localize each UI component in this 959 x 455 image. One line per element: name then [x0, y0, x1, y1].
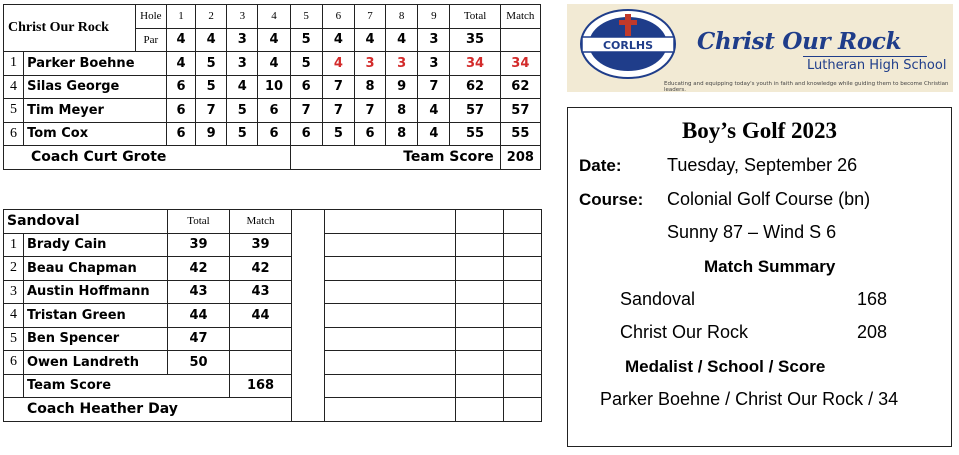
course-value: Colonial Golf Course (bn) — [667, 189, 871, 209]
empty-cell — [504, 351, 542, 375]
weather-info: Sunny 87 – Wind S 6 — [667, 222, 837, 242]
player-number: 3 — [4, 280, 24, 304]
player-total: 42 — [168, 257, 230, 281]
hole-score: 9 — [386, 75, 418, 99]
par-value: 4 — [354, 28, 385, 52]
match-info-panel — [567, 107, 952, 447]
table-row — [4, 280, 542, 304]
hole-score: 4 — [227, 75, 258, 99]
hole-score: 10 — [258, 75, 290, 99]
hole-score: 7 — [322, 75, 354, 99]
empty-cell — [325, 327, 456, 351]
par-value: 5 — [290, 28, 322, 52]
player-number: 1 — [4, 233, 24, 257]
hole-score: 6 — [290, 122, 322, 146]
player-match — [230, 327, 292, 351]
summary-score: 168 — [857, 289, 888, 309]
empty-cell — [504, 210, 542, 234]
hole-score: 7 — [322, 99, 354, 123]
medalist-value: Parker Boehne / Christ Our Rock / 34 — [600, 389, 899, 409]
hole-score: 5 — [196, 75, 227, 99]
hole-score: 4 — [322, 52, 354, 76]
player-number: 6 — [4, 122, 24, 146]
empty-cell — [456, 257, 504, 281]
table-row — [4, 327, 542, 351]
course-label: Course: — [579, 190, 644, 209]
table-row — [4, 233, 542, 257]
hole-score: 9 — [196, 122, 227, 146]
player-number: 4 — [4, 75, 24, 99]
summary-team: Christ Our Rock — [620, 322, 749, 342]
table-row — [4, 75, 541, 99]
player-number: 4 — [4, 304, 24, 328]
player-match: 34 — [500, 52, 540, 76]
hole-score: 8 — [386, 99, 418, 123]
match-header: Match — [500, 5, 540, 29]
par-total: 35 — [450, 28, 500, 52]
hole-number: 4 — [258, 5, 290, 29]
player-match — [230, 351, 292, 375]
hole-number: 9 — [418, 5, 450, 29]
hole-score: 4 — [166, 52, 195, 76]
table-row — [4, 122, 541, 146]
hole-label: Hole — [135, 5, 166, 29]
blank-column — [292, 210, 325, 422]
team-name: Sandoval — [4, 210, 168, 234]
empty-cell — [325, 233, 456, 257]
player-match: 44 — [230, 304, 292, 328]
coach-name: Coach Curt Grote — [4, 146, 291, 170]
hole-score: 7 — [418, 75, 450, 99]
coach-row — [4, 398, 542, 422]
hole-score: 4 — [418, 122, 450, 146]
player-total: 39 — [168, 233, 230, 257]
match-header: Match — [230, 210, 292, 234]
empty-cell — [456, 280, 504, 304]
school-subname: Lutheran High School — [807, 58, 947, 73]
summary-team: Sandoval — [620, 289, 696, 309]
player-match: 42 — [230, 257, 292, 281]
empty-cell — [456, 210, 504, 234]
hole-score: 5 — [196, 52, 227, 76]
player-name: Austin Hoffmann — [24, 280, 168, 304]
hole-score: 3 — [227, 52, 258, 76]
medalist-heading: Medalist / School / Score — [625, 357, 826, 376]
player-name: Owen Landreth — [24, 351, 168, 375]
empty-cell — [456, 304, 504, 328]
empty-cell — [456, 374, 504, 398]
player-name: Tristan Green — [24, 304, 168, 328]
player-name: Parker Boehne — [24, 52, 167, 76]
total-header: Total — [168, 210, 230, 234]
sandoval-scorecard-table — [3, 209, 542, 422]
hole-number: 3 — [227, 5, 258, 29]
player-match: 43 — [230, 280, 292, 304]
empty-cell — [504, 280, 542, 304]
player-match: 57 — [500, 99, 540, 123]
match-summary-heading: Match Summary — [704, 257, 836, 276]
player-name: Tim Meyer — [24, 99, 167, 123]
hole-score: 8 — [354, 75, 385, 99]
hole-row — [4, 5, 541, 29]
summary-score: 208 — [857, 322, 888, 342]
empty-cell — [456, 327, 504, 351]
empty-cell — [504, 398, 542, 422]
hole-score: 3 — [386, 52, 418, 76]
player-total: 34 — [450, 52, 500, 76]
par-value: 4 — [196, 28, 227, 52]
hole-score: 7 — [290, 99, 322, 123]
hole-score: 6 — [166, 99, 195, 123]
hole-number: 1 — [166, 5, 195, 29]
school-seal-logo — [579, 8, 677, 80]
school-tagline: Educating and equipping today's youth in faith and knowledge while guiding them to become Christian leaders. — [664, 81, 949, 93]
hole-score: 7 — [196, 99, 227, 123]
player-name: Ben Spencer — [24, 327, 168, 351]
hole-score: 6 — [290, 75, 322, 99]
hole-number: 8 — [386, 5, 418, 29]
player-name: Silas George — [24, 75, 167, 99]
hole-score: 6 — [258, 122, 290, 146]
hole-score: 3 — [354, 52, 385, 76]
empty-cell — [456, 351, 504, 375]
date-value: Tuesday, September 26 — [667, 155, 858, 175]
table-row — [4, 304, 542, 328]
team-score-row — [4, 374, 542, 398]
empty-cell — [325, 304, 456, 328]
date-label: Date: — [579, 156, 622, 175]
hole-number: 7 — [354, 5, 385, 29]
par-value: 4 — [258, 28, 290, 52]
player-total: 57 — [450, 99, 500, 123]
empty-cell — [504, 374, 542, 398]
hole-score: 5 — [227, 99, 258, 123]
hole-score: 6 — [166, 75, 195, 99]
player-number: 5 — [4, 99, 24, 123]
par-value: 3 — [418, 28, 450, 52]
par-value: 4 — [322, 28, 354, 52]
empty-cell — [325, 210, 456, 234]
player-match: 55 — [500, 122, 540, 146]
empty-cell — [325, 280, 456, 304]
par-value: 4 — [386, 28, 418, 52]
event-title: Boy’s Golf 2023 — [681, 118, 838, 143]
hole-score: 5 — [290, 52, 322, 76]
hole-score: 3 — [418, 52, 450, 76]
hole-number: 5 — [290, 5, 322, 29]
player-total: 62 — [450, 75, 500, 99]
seal-text: CORLHS — [602, 39, 654, 52]
table-row — [4, 99, 541, 123]
empty-cell — [504, 233, 542, 257]
player-name: Brady Cain — [24, 233, 168, 257]
player-match: 39 — [230, 233, 292, 257]
cor-scorecard-table — [3, 4, 541, 170]
hole-score: 4 — [258, 52, 290, 76]
team-score: 208 — [500, 146, 540, 170]
table-row — [4, 52, 541, 76]
empty-cell — [500, 28, 540, 52]
empty-cell — [325, 351, 456, 375]
par-label: Par — [135, 28, 166, 52]
empty-cell — [456, 233, 504, 257]
player-total: 47 — [168, 327, 230, 351]
brand-divider — [803, 56, 927, 57]
hole-score: 5 — [322, 122, 354, 146]
school-name: Christ Our Rock — [697, 28, 902, 55]
player-match: 62 — [500, 75, 540, 99]
team-name: Christ Our Rock — [4, 5, 136, 52]
empty-cell — [504, 257, 542, 281]
team-score-label: Team Score — [24, 374, 230, 398]
player-total: 55 — [450, 122, 500, 146]
player-name: Tom Cox — [24, 122, 167, 146]
table-row — [4, 257, 542, 281]
player-number: 6 — [4, 351, 24, 375]
player-number: 1 — [4, 52, 24, 76]
player-number: 2 — [4, 257, 24, 281]
empty-cell — [325, 374, 456, 398]
empty-cell — [456, 398, 504, 422]
school-banner — [567, 4, 953, 92]
player-total: 44 — [168, 304, 230, 328]
hole-number: 6 — [322, 5, 354, 29]
header-row — [4, 210, 542, 234]
hole-number: 2 — [196, 5, 227, 29]
hole-score: 6 — [166, 122, 195, 146]
player-number: 5 — [4, 327, 24, 351]
player-name: Beau Chapman — [24, 257, 168, 281]
team-score-row — [4, 146, 541, 170]
table-row — [4, 351, 542, 375]
hole-score: 4 — [418, 99, 450, 123]
par-value: 4 — [166, 28, 195, 52]
empty-cell — [325, 257, 456, 281]
par-value: 3 — [227, 28, 258, 52]
coach-name: Coach Heather Day — [4, 398, 292, 422]
hole-score: 6 — [258, 99, 290, 123]
hole-score: 5 — [227, 122, 258, 146]
empty-cell — [504, 327, 542, 351]
team-score-label: Team Score — [290, 146, 500, 170]
hole-score: 8 — [386, 122, 418, 146]
empty-cell — [504, 304, 542, 328]
total-header: Total — [450, 5, 500, 29]
hole-score: 6 — [354, 122, 385, 146]
hole-score: 7 — [354, 99, 385, 123]
team-score: 168 — [230, 374, 292, 398]
player-total: 50 — [168, 351, 230, 375]
empty-cell — [4, 374, 24, 398]
player-total: 43 — [168, 280, 230, 304]
empty-cell — [325, 398, 456, 422]
